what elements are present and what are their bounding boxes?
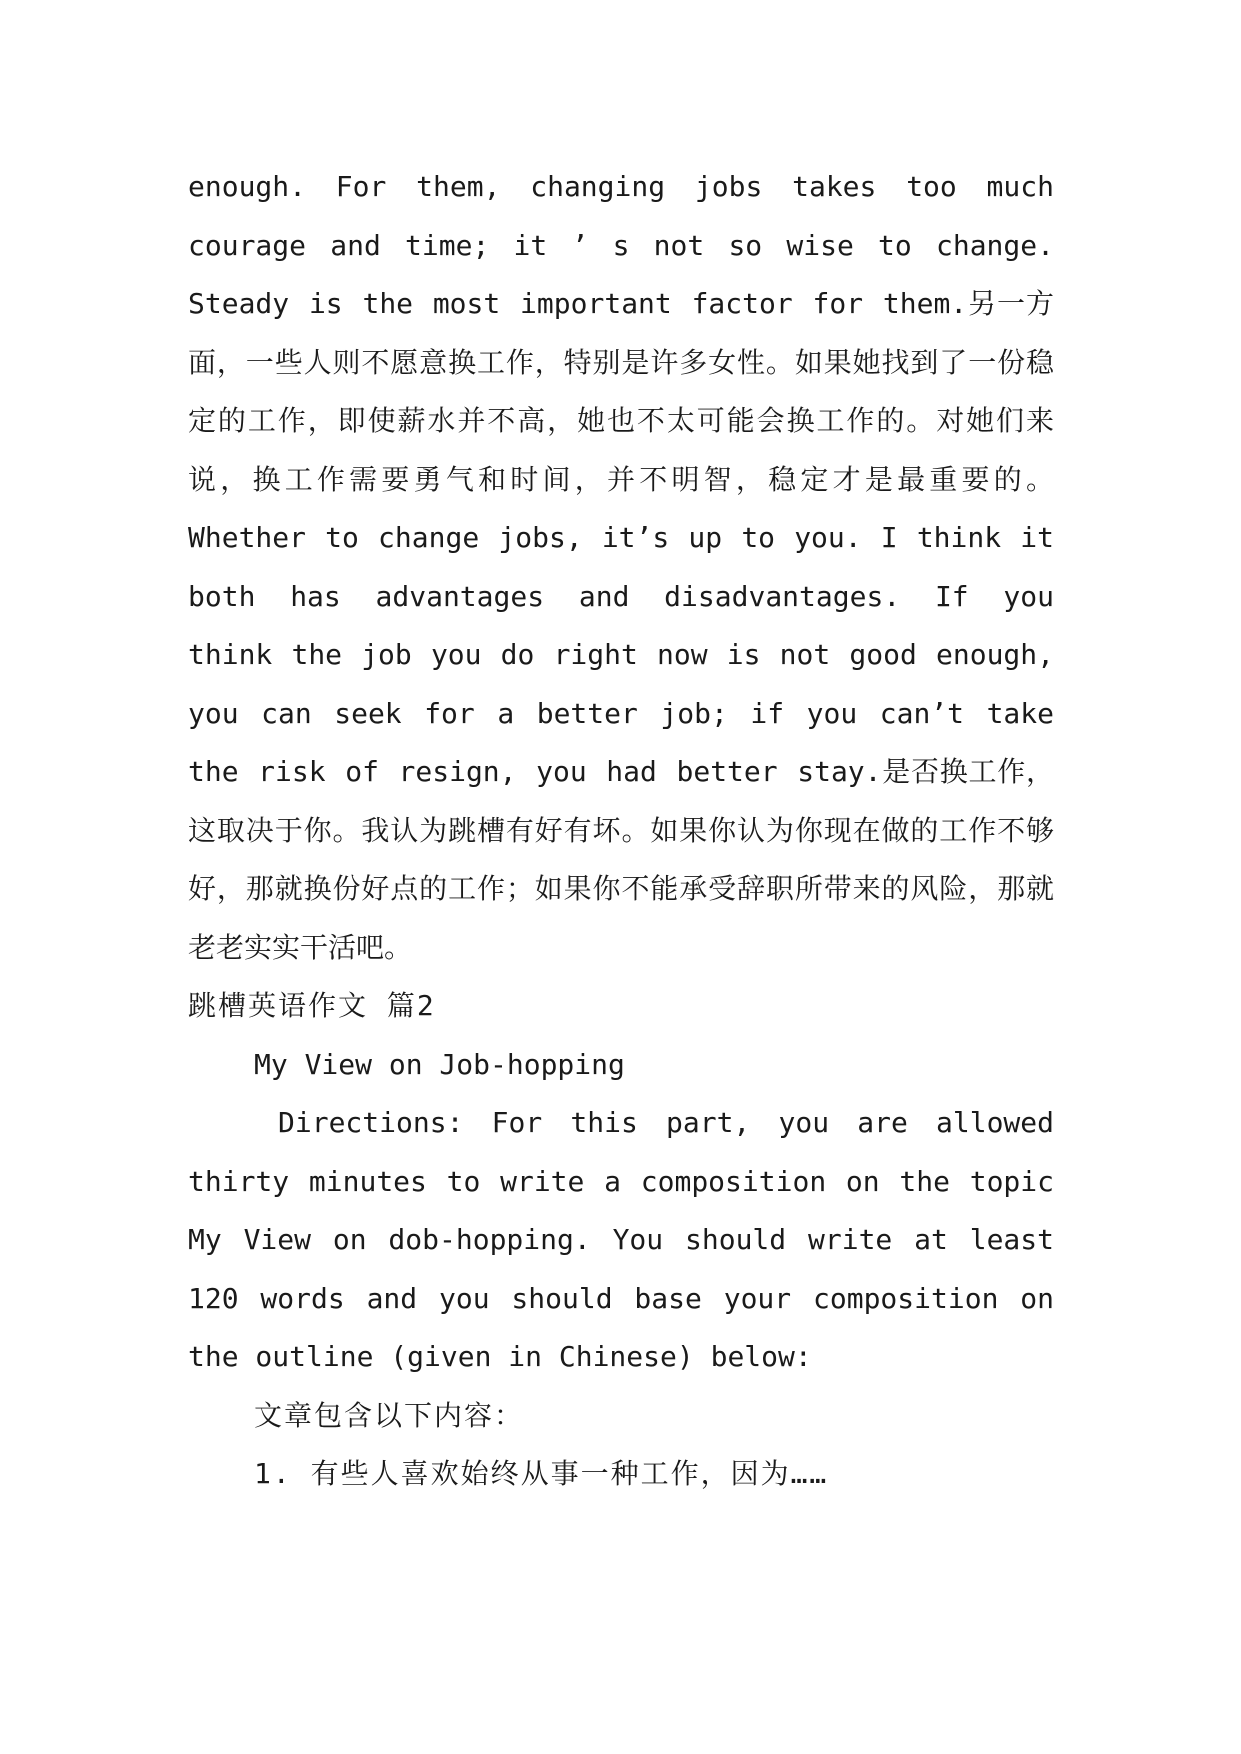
outline-item: 1. 有些人喜欢始终从事一种工作，因为…… [254, 1457, 829, 1490]
document-page [188, 158, 1054, 1504]
directions-paragraph: Directions: For this part, you are allowed thirty minutes to write a composition on the topic My View on dob-hopping. You should write at least 120 words and you should base your composition on the outline (given in Chinese) below: [188, 1106, 1054, 1373]
outline-intro: 文章包含以下内容： [254, 1398, 525, 1432]
essay-title: My View on Job-hopping [254, 1047, 625, 1081]
body-paragraph: enough. For them, changing jobs takes too much courage and time; it ’ s not so wise to change. Steady is the most important factor for them.另一方面，一些人则不愿意换工作，特别是许多女性。如果她找到了一份稳定的工作，即使薪水并不高，她也不太可能会换工作的。对她们来说，换工作需要勇气和时间，并不明智，稳定才是最重要的。Whether to change jobs, it’s up to you. I think it both has advantages and disadvantages. If you think the job you do right now is not good enough, you can seek for a better job; if you can’t take the risk of resign, you had better stay.是否换工作，这取决于你。我认为跳槽有好有坏。如果你认为你现在做的工作不够好，那就换份好点的工作；如果你不能承受辞职所带来的风险，那就老老实实干活吧。 [188, 170, 1054, 964]
section-heading: 跳槽英语作文 篇2 [188, 989, 436, 1022]
